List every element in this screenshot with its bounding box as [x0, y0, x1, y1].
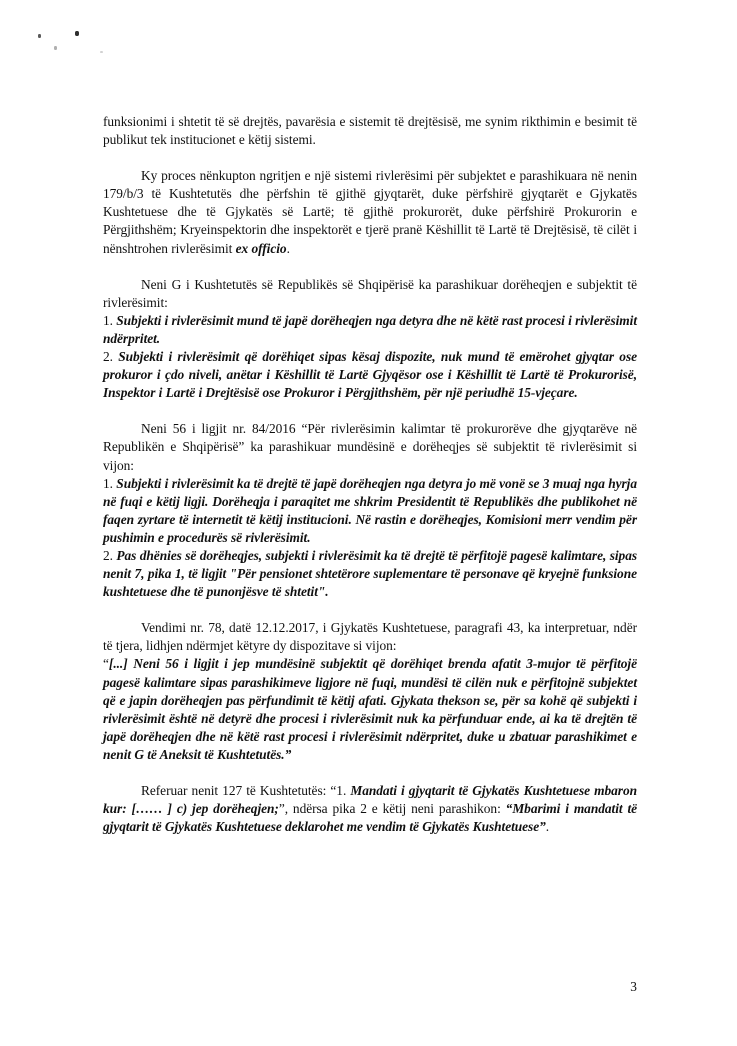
paragraph-spacer — [103, 149, 637, 167]
paragraph-neni-g-intro — [103, 276, 637, 312]
quoted-provision-56-1 — [103, 475, 637, 547]
paragraph-text-end: . — [286, 240, 290, 256]
scan-artifact-speck — [54, 46, 57, 50]
scan-artifact-speck — [75, 31, 79, 36]
decision-quote-text: [...] Neni 56 i ligjit i jep mundësinë subjektit që dorëhiqet brenda afatit 3-mujor të përfitojë pagesë kalimtare sipas parashikimeve ligjore në fuqi, mundësi të cilën nuk e përfitojnë subjektet që e japin dorëheqjen pas përfundimit të këtij afati. Gjykata thekson se, për sa kohë që subjekti i rivlerësimit është në detyrë dhe procesi i rivlerësimit nuk ka përfunduar ende, ai ka të drejtën të japë dorëheqjen dhe në këtë rast procesi i rivlerësimit ndërpritet, duke u zbatuar parashikimet e nenit G të Aneksit të Kushtetutës. — [103, 656, 637, 762]
paragraph-text: Neni 56 i ligjit nr. 84/2016 “Për rivlerësimin kalimtar të prokurorëve dhe gjyqtarëve në Republikën e Shqipërisë” ka parashikuar mundësinë e dorëheqjes së subjektit të rivlerësimit si vijon: — [103, 421, 637, 473]
paragraph-text: Vendimi nr. 78, datë 12.12.2017, i Gjykatës Kushtetuese, paragrafi 43, ka interpretuar, ndër të tjera, lidhjen ndërmjet këtyre dy dispozitave si vijon: — [103, 620, 637, 654]
latin-term-ex-officio: ex officio — [235, 240, 287, 256]
article-127-point-2-quote: “Mbarimi i mandatit të gjyqtarit të Gjykatës Kushtetuese deklarohet me vendim të Gjykatës Kushtetuese” — [103, 801, 638, 835]
quote-close: ” — [284, 746, 292, 762]
quoted-provision-56-2 — [103, 547, 637, 601]
paragraph-text-middle: ”, ndërsa pika 2 e këtij neni parashikon: — [278, 801, 506, 817]
paragraph-vendimi-78-intro — [103, 619, 637, 655]
list-number: 2. — [103, 547, 113, 563]
paragraph-spacer — [103, 601, 637, 619]
paragraph-text: funksionimi i shtetit të së drejtës, pavarësia e sistemit të drejtësisë, me synim rikthimin e besimit të publikut tek institucionet e këtij sistemi. — [103, 114, 637, 148]
paragraph-neni-56-intro — [103, 420, 637, 474]
provision-text: Subjekti i rivlerësimit që dorëhiqet sipas kësaj dispozite, nuk mund të emërohet gjyqtar ose prokuror i çdo niveli, anëtar i Këshillit të Lartë Gjyqësor ose i Këshillit të Lartë të Prokurorisë, Inspektor i Lartë i Drejtësisë ose Prokuror i Përgjithshëm, për një periudhë 15-vjeçare. — [103, 349, 637, 401]
scan-artifact-speck — [38, 34, 41, 38]
paragraph-text-end: . — [545, 819, 550, 835]
paragraph-spacer — [103, 402, 637, 420]
paragraph-text: Neni G i Kushtetutës së Republikës së Shqipërisë ka parashikuar dorëheqjen e subjektit të rivlerësimit: — [103, 276, 637, 310]
paragraph-text: Ky proces nënkupton ngritjen e një sistemi rivlerësimi për subjektet e parashikuara në nenin 179/b/3 të Kushtetutës dhe përfshin të gjithë gjyqtarët, duke përfshirë gjyqtarët e Gjykatës Kushtetuese dhe të Gjykatës së Lartë; të gjithë prokurorët, duke përfshirë Prokurorin e Përgjithshëm; Kryeinspektorin dhe inspektorët e tjerë pranë Këshillit të Lartë të Drejtësisë, të cilët i nënshtrohen rivlerësimit — [103, 168, 637, 256]
provision-text: Subjekti i rivlerësimit ka të drejtë të japë dorëheqjen nga detyra jo më vonë se 3 muaj nga hyrja në fuqi e këtij ligji. Dorëheqja i paraqitet me shkrim Presidentit të Republikës dhe publikohet në faqen zyrtare të internetit të këtij institucioni. Në rastin e dorëheqjes, Komisioni merr vendim për pushimin e procedurës së rivlerësimit. — [103, 475, 637, 545]
paragraph-neni-127-reference — [103, 782, 637, 836]
provision-text: Subjekti i rivlerësimit mund të japë dorëheqjen nga detyra dhe në këtë rast procesi i rivlerësimit ndërpritet. — [103, 312, 637, 346]
list-number: 1. — [103, 312, 113, 328]
paragraph-continuation — [103, 113, 637, 149]
provision-text: Pas dhënies së dorëheqjes, subjekti i rivlerësimit ka të drejtë të përfitojë pagesë kalimtare, sipas nenit 7, pika 1, të ligjit "Për pensionet shtetërore suplementare të personave që kryejnë funksione kushtetuese dhe të punonjësve të shtetit". — [103, 547, 637, 600]
page-number: 3 — [630, 979, 637, 994]
paragraph-spacer — [103, 764, 637, 782]
document-page — [103, 113, 638, 994]
paragraph-vetting-system — [103, 167, 637, 257]
list-number: 2. — [103, 349, 113, 365]
quote-open: “ — [103, 656, 109, 672]
paragraph-text: Referuar nenit 127 të Kushtetutës: “1. — [141, 783, 351, 798]
quoted-decision-78-text — [103, 655, 637, 764]
list-number: 1. — [103, 475, 113, 491]
scan-artifact-speck — [100, 51, 103, 53]
quoted-provision-g-2 — [103, 348, 637, 402]
article-127-point-1-quote: Mandati i gjyqtarit të Gjykatës Kushtetuese mbaron kur: […… ] c) jep dorëheqjen; — [103, 783, 637, 817]
paragraph-spacer — [103, 258, 637, 276]
quoted-provision-g-1 — [103, 312, 637, 348]
